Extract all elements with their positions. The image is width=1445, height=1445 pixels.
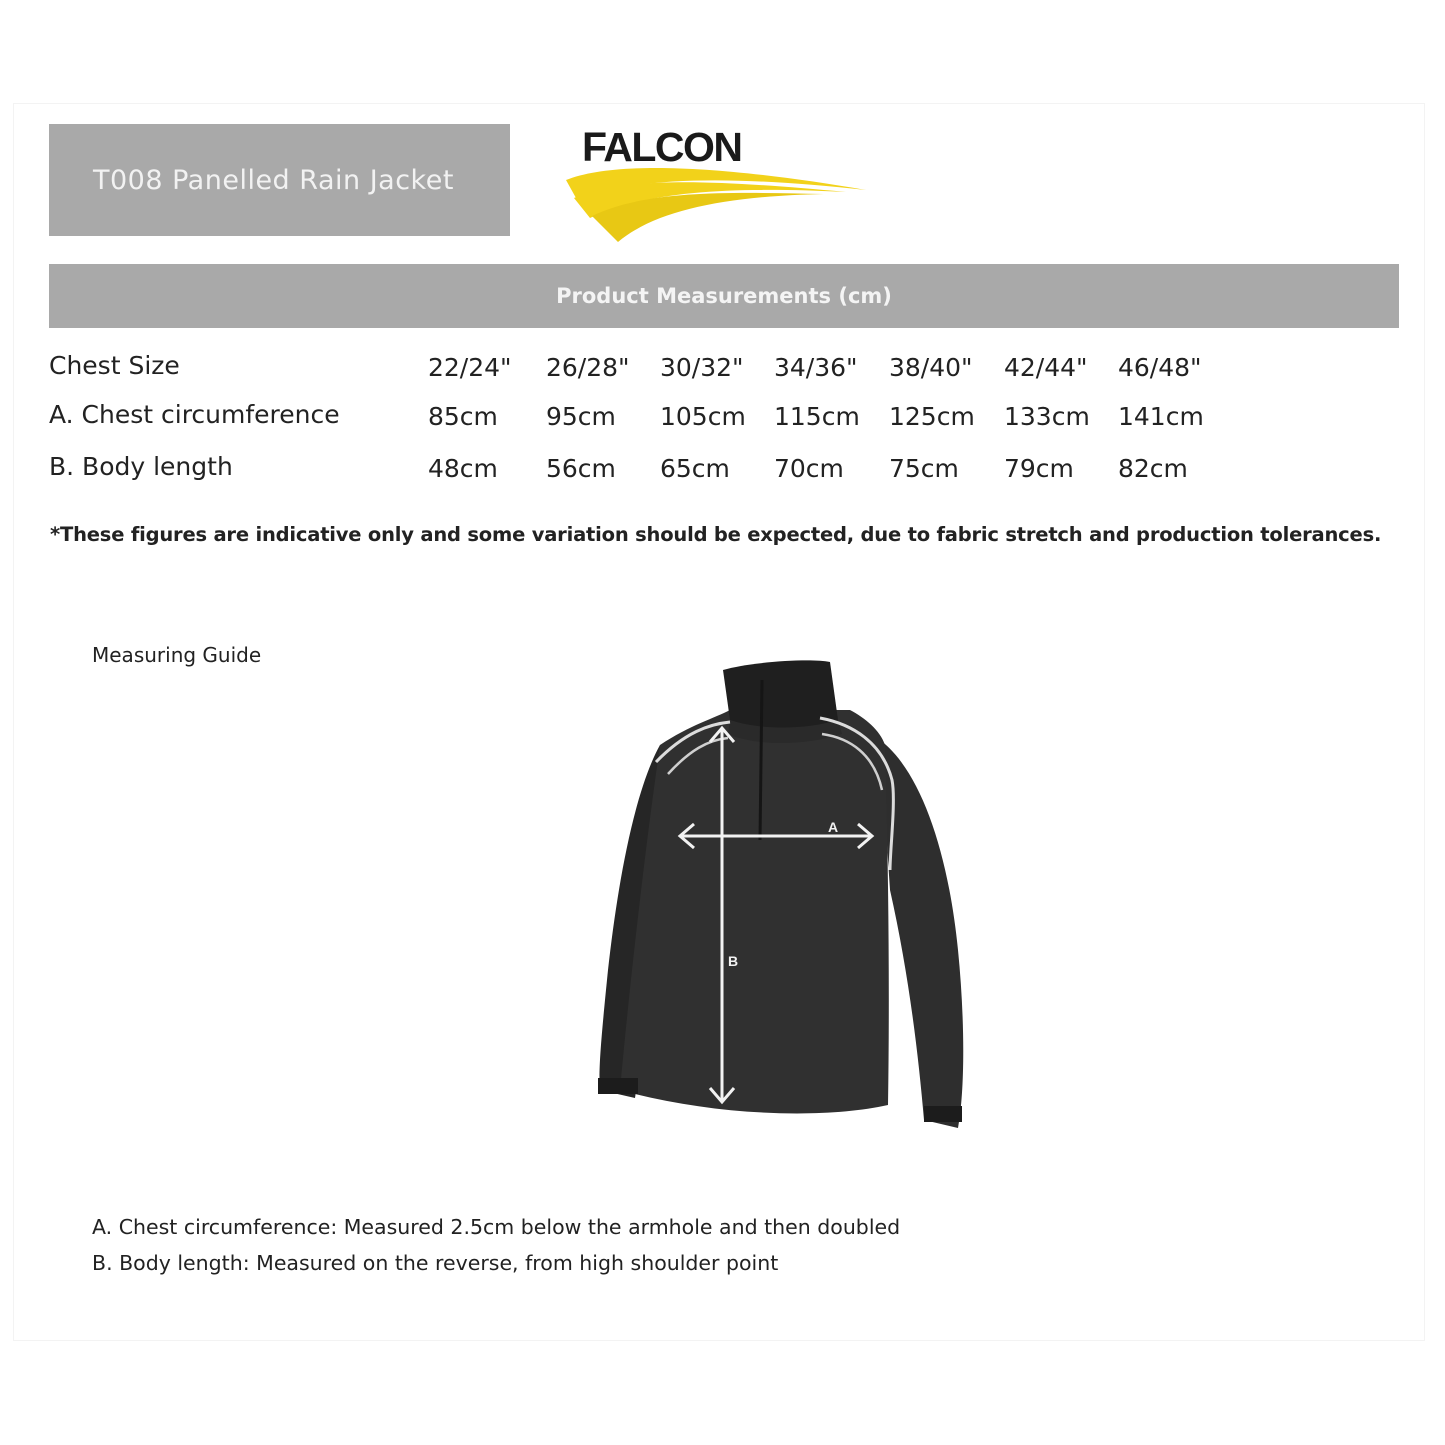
- table-row-chest-size: [49, 351, 1409, 391]
- row-label: B. Body length: [49, 452, 233, 481]
- table-cell: 141cm: [1118, 402, 1204, 431]
- marker-a-label: A: [828, 819, 839, 835]
- table-cell: 22/24": [428, 353, 512, 382]
- tolerance-note: *These figures are indicative only and some variation should be expected, due to fabric stretch and production tolerances.: [50, 523, 1382, 546]
- product-title: T008 Panelled Rain Jacket: [93, 164, 454, 196]
- table-cell: 105cm: [660, 402, 746, 431]
- table-cell: 65cm: [660, 454, 730, 483]
- table-cell: 70cm: [774, 454, 844, 483]
- table-cell: 95cm: [546, 402, 616, 431]
- table-row-chest-circumference: [49, 400, 1409, 440]
- table-cell: 125cm: [889, 402, 975, 431]
- row-label: A. Chest circumference: [49, 400, 340, 429]
- table-cell: 30/32": [660, 353, 744, 382]
- table-cell: 42/44": [1004, 353, 1088, 382]
- table-cell: 56cm: [546, 454, 616, 483]
- table-cell: 48cm: [428, 454, 498, 483]
- product-title-box: [49, 124, 510, 236]
- table-cell: 85cm: [428, 402, 498, 431]
- falcon-logo: [556, 118, 876, 248]
- measurements-heading: Product Measurements (cm): [556, 284, 892, 308]
- table-cell: 38/40": [889, 353, 973, 382]
- marker-b-label: B: [728, 953, 739, 969]
- jacket-diagram: [590, 650, 980, 1140]
- definition-body-length: B. Body length: Measured on the reverse, from high shoulder point: [92, 1251, 779, 1275]
- brand-name: FALCON: [582, 124, 742, 170]
- measuring-guide-label: Measuring Guide: [92, 643, 262, 667]
- table-cell: 75cm: [889, 454, 959, 483]
- table-cell: 115cm: [774, 402, 860, 431]
- table-cell: 82cm: [1118, 454, 1188, 483]
- table-cell: 133cm: [1004, 402, 1090, 431]
- table-cell: 79cm: [1004, 454, 1074, 483]
- definition-chest-circumference: A. Chest circumference: Measured 2.5cm below the armhole and then doubled: [92, 1215, 901, 1239]
- table-cell: 26/28": [546, 353, 630, 382]
- measurements-heading-band: [49, 264, 1399, 328]
- row-label: Chest Size: [49, 351, 180, 380]
- table-cell: 34/36": [774, 353, 858, 382]
- table-cell: 46/48": [1118, 353, 1202, 382]
- table-row-body-length: [49, 452, 1409, 492]
